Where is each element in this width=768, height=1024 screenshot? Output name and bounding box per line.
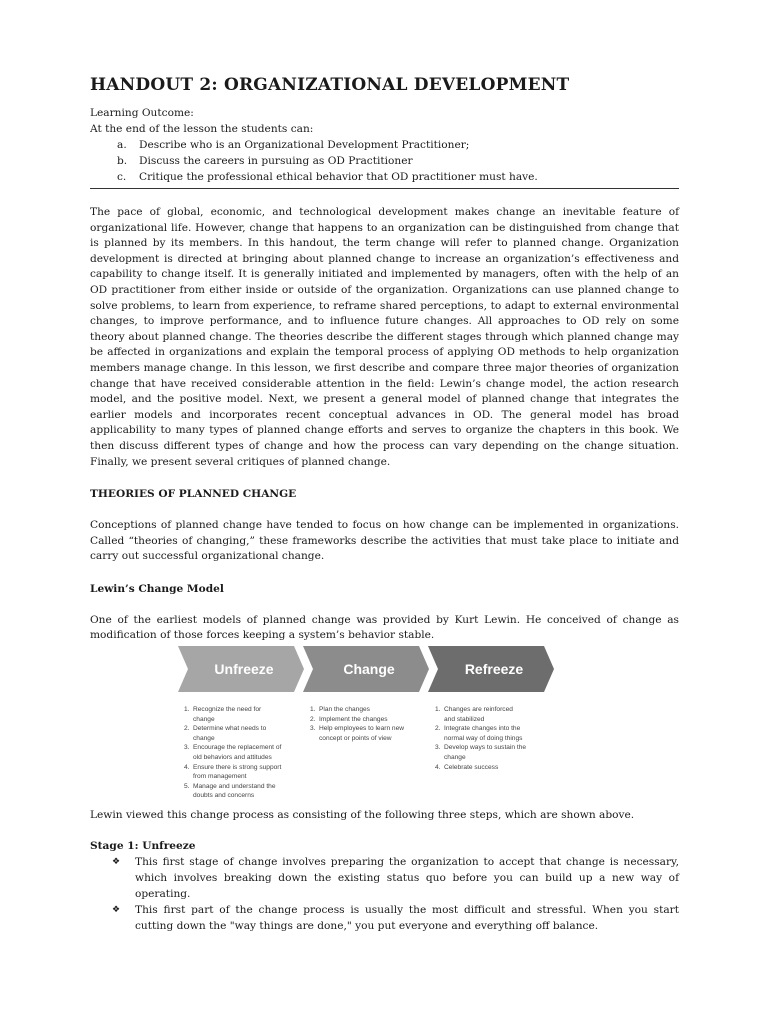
- stage1-heading: Stage 1: Unfreeze: [90, 839, 196, 852]
- stage-label-refreeze: Refreeze: [464, 661, 524, 677]
- step-number: 3.: [435, 744, 441, 752]
- step-text: [193, 724, 266, 743]
- step-line: concept or points of view: [319, 734, 392, 742]
- after-figure-paragraph: Lewin viewed this change process as consisting of the following three steps, which are shown above.: [90, 809, 635, 821]
- step-text: [444, 743, 526, 762]
- handout-page: [90, 74, 679, 644]
- step-item: [310, 724, 430, 743]
- step-text: [193, 782, 276, 801]
- step-number: 4.: [435, 763, 441, 771]
- step-number: 3.: [310, 725, 316, 733]
- step-item: [184, 763, 304, 782]
- step-line: old behaviors and attitudes: [193, 753, 272, 761]
- step-number: 1.: [310, 706, 316, 713]
- step-line: change: [444, 753, 466, 761]
- step-line: Plan the changes: [319, 706, 370, 713]
- list-marker: a.: [117, 139, 127, 151]
- step-item: [184, 724, 304, 743]
- list-item: [117, 169, 679, 185]
- step-line: Determine what needs to: [193, 725, 267, 733]
- bullet-item: [112, 854, 679, 902]
- step-number: 1.: [184, 706, 190, 713]
- list-marker: c.: [117, 171, 127, 183]
- step-text: [319, 724, 404, 743]
- step-line: Recognize the need for: [193, 706, 262, 713]
- step-number: 3.: [184, 744, 190, 752]
- section-paragraph: Conceptions of planned change have tended to focus on how change can be implemented in organizations. Called “theories of changing,” these frameworks describe the activities that must take place to initiate and carry out successful organizational change.: [90, 519, 679, 563]
- change-steps: [310, 705, 430, 743]
- learning-outcome-list: [90, 137, 679, 185]
- step-number: 2.: [435, 725, 441, 733]
- step-text: [193, 763, 281, 782]
- list-item-text: Describe who is an Organizational Development Practitioner;: [139, 139, 470, 151]
- step-number: 2.: [310, 715, 316, 723]
- step-line: Integrate changes into the: [444, 725, 521, 733]
- list-marker: b.: [117, 155, 128, 167]
- list-item: [117, 137, 679, 153]
- step-line: Develop ways to sustain the: [444, 744, 527, 752]
- step-line: from management: [193, 773, 247, 781]
- step-number: 1.: [435, 706, 441, 713]
- step-item: [184, 705, 304, 724]
- step-item: [435, 743, 560, 762]
- stage-label-unfreeze: Unfreeze: [214, 661, 274, 677]
- step-line: Implement the changes: [319, 715, 388, 723]
- bullet-text: This first part of the change process is usually the most difficult and stressful. When you start cutting down the "way things are done," you put everyone and everything off balance.: [135, 903, 679, 932]
- step-line: and stabilized: [444, 715, 485, 723]
- diamond-bullet-icon: ❖: [112, 856, 121, 867]
- lower-content: [90, 808, 679, 934]
- bullet-text: This first stage of change involves preparing the organization to accept that change is necessary, which involves breaking down the existing status quo before you can build up a new way of operating.: [135, 855, 679, 900]
- step-line: Manage and understand the: [193, 782, 276, 790]
- step-line: Changes are reinforced: [444, 706, 513, 713]
- stage1-bullets: [90, 854, 679, 934]
- step-line: Encourage the replacement of: [193, 744, 282, 752]
- refreeze-steps: [435, 705, 560, 772]
- diamond-bullet-icon: ❖: [112, 904, 121, 915]
- stage-label-change: Change: [343, 661, 395, 677]
- bullet-item: [112, 902, 679, 934]
- step-item: [184, 782, 304, 801]
- step-item: [184, 743, 304, 762]
- divider: [90, 188, 679, 189]
- step-line: doubts and concerns: [193, 792, 255, 800]
- learning-outcome-label: Learning Outcome:: [90, 107, 194, 119]
- step-text: [444, 724, 522, 743]
- lewin-paragraph: One of the earliest models of planned change was provided by Kurt Lewin. He conceived of change as modification of those forces keeping a system’s behavior stable.: [90, 613, 679, 642]
- list-item: [117, 153, 679, 169]
- step-line: Ensure there is strong support: [193, 763, 282, 771]
- step-number: 2.: [184, 725, 190, 733]
- step-item: [435, 705, 560, 724]
- unfreeze-steps: [184, 705, 304, 801]
- step-item: [310, 705, 430, 715]
- step-text: [193, 743, 281, 762]
- step-line: Celebrate success: [444, 763, 499, 771]
- step-item: [310, 715, 430, 725]
- list-item-text: Critique the professional ethical behavior that OD practitioner must have.: [139, 171, 538, 183]
- step-item: [435, 724, 560, 743]
- step-number: 5.: [184, 782, 190, 790]
- step-line: Help employees to learn new: [319, 725, 405, 733]
- step-line: normal way of doing things: [444, 734, 523, 742]
- learning-outcome-intro: At the end of the lesson the students can:: [90, 123, 314, 135]
- lewin-heading: Lewin’s Change Model: [90, 582, 224, 595]
- step-number: 4.: [184, 763, 190, 771]
- step-text: [193, 705, 261, 724]
- step-line: change: [193, 734, 215, 742]
- step-text: [444, 705, 513, 724]
- intro-paragraph: The pace of global, economic, and technological development makes change an inevitable feature of organizational life. However, change that happens to an organization can be distinguished from change that is planned by its members. In this handout, the term change will refer to planned change. Organization development is directed at bringing about planned change to increase an organization’s effectiveness and capability to change itself. It is generally initiated and implemented by managers, often with the help of an OD practitioner from either inside or outside of the organization. Organizations can use planned change to solve problems, to learn from experience, to reframe shared perceptions, to adapt to external environmental changes, to improve performance, and to influence future changes. All approaches to OD rely on some theory about planned change. The theories describe the different stages through which planned change may be affected in organizations and explain the temporal process of applying OD methods to help organization members manage change. In this lesson, we first describe and compare three major theories of organization change that have received considerable attention in the field: Lewin’s change model, the action research model, and the positive model. Next, we present a general model of planned change that integrates the earlier models and incorporates recent conceptual advances in OD. The general model has broad applicability to many types of planned change efforts and serves to organize the chapters in this book. We then discuss different types of change and how the process can vary depending on the change situation. Finally, we present several critiques of planned change.: [90, 206, 679, 468]
- step-item: [435, 763, 560, 773]
- step-line: change: [193, 715, 215, 723]
- list-item-text: Discuss the careers in pursuing as OD Practitioner: [139, 155, 413, 167]
- section-heading: THEORIES OF PLANNED CHANGE: [90, 488, 297, 501]
- page-title: HANDOUT 2: ORGANIZATIONAL DEVELOPMENT: [90, 75, 570, 95]
- lewin-change-diagram: [176, 646, 563, 806]
